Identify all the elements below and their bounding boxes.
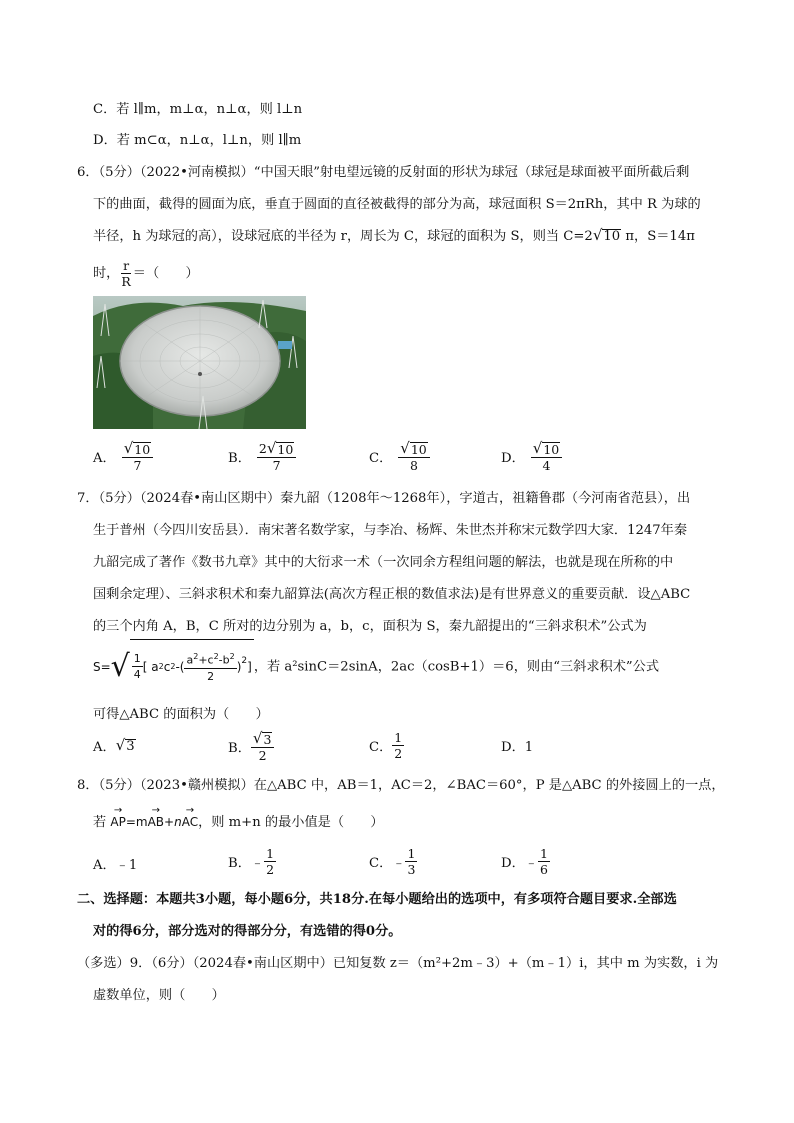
q8-choice-b[interactable] xyxy=(228,846,276,877)
denominator: 7 xyxy=(272,458,281,473)
choice-label: B．﹣ xyxy=(228,856,265,871)
denominator: 8 xyxy=(410,458,418,473)
coefficient: 2 xyxy=(258,441,267,456)
choice-label: D．﹣ xyxy=(501,856,538,871)
q6-line3 xyxy=(93,227,695,247)
choice-label: C． xyxy=(369,740,393,755)
section2-line2: 对的得6分，部分选对的得部分分，有选错的得0分。 xyxy=(93,924,402,939)
q7-line4: 国剩余定理）、三斜求积术和秦九韶算法(高次方程正根的数值求法)是有世界意义的重要贡献．设△ABC xyxy=(93,587,691,602)
q6-line2: 下的曲面，截得的圆面为底，垂直于圆面的直径被截得的部分为高，球冠面积 S＝2πRh，其中 R 为球的 xyxy=(93,197,701,212)
denominator: 2 xyxy=(258,748,267,763)
option-5c: C．若 l∥m，m⊥α，n⊥α，则 l⊥n xyxy=(93,102,303,117)
q6-choices xyxy=(93,440,653,480)
q8-choices xyxy=(93,846,653,886)
radicand: 3 xyxy=(263,732,272,747)
denominator: 3 xyxy=(407,862,416,877)
denominator: 4 xyxy=(542,458,551,473)
denominator: 6 xyxy=(539,862,548,877)
q6-frac-num: r xyxy=(123,258,130,273)
q6-line4-tail: ＝（ ） xyxy=(132,266,199,281)
radicand: 10 xyxy=(543,442,560,457)
q8-line2-tail: ，则 m+n 的最小值是（ ） xyxy=(198,815,384,830)
q8-choice-c[interactable] xyxy=(369,846,417,877)
q6-sqrt: √ 10 xyxy=(592,226,621,244)
choice-fraction: √ 3 2 xyxy=(251,730,275,763)
radicand: 10 xyxy=(410,442,427,457)
numerator: 1 xyxy=(266,846,275,861)
q7-line1: 7．（5分）（2024春•南山区期中）秦九韶（1208年～1268年），字道古，祖籍鲁郡（今河南省范县），出 xyxy=(77,491,691,506)
choice-fraction: √ 10 7 xyxy=(122,440,153,473)
q7-formula-line xyxy=(93,642,659,692)
q6-choice-c[interactable] xyxy=(369,440,430,473)
q7-line3: 九韶完成了著作《数书九章》其中的大衍求一术（一次同余方程组问题的解法，也就是现在所称的中 xyxy=(93,555,674,570)
q6-fraction xyxy=(119,258,132,289)
q7-choice-a[interactable]: A． √ 3 xyxy=(93,736,135,755)
q6-choice-a[interactable] xyxy=(93,440,153,473)
q6-line4 xyxy=(93,258,199,289)
q8-choice-a[interactable]: A．﹣1 xyxy=(93,858,138,873)
choice-label: C． xyxy=(369,451,393,466)
radicand: 10 xyxy=(134,442,151,457)
choice-fraction: √ 10 4 xyxy=(531,440,562,473)
option-5d: D．若 m⊂α，n⊥α，l⊥n，则 l∥m xyxy=(93,133,302,148)
numerator: 1 xyxy=(539,846,548,861)
q8-line2 xyxy=(93,812,384,833)
choice-label: C．﹣ xyxy=(369,856,406,871)
denominator: 7 xyxy=(133,458,142,473)
q6-line3-text: 半径，h 为球冠的高），设球冠底的半径为 r，周长为 C，球冠的面积为 S，则当 C=2 xyxy=(93,229,593,244)
choice-fraction: 2 √ 10 7 xyxy=(257,440,296,473)
choice-label: A． xyxy=(93,451,116,466)
choice-fraction xyxy=(392,730,404,761)
q7-line5: 的三个内角 A，B，C 所对的边分别为 a，b，c，面积为 S，秦九韶提出的“三斜求积术”公式为 xyxy=(93,619,647,634)
q6-frac-den: R xyxy=(121,274,131,289)
choice-label: B． xyxy=(228,741,251,756)
q8-line1: 8．（5分）（2023•赣州模拟）在△ABC 中，AB＝1，AC＝2，∠BAC＝60°，P 是△ABC 的外接圆上的一点， xyxy=(77,778,725,793)
q8-line2-start: 若 xyxy=(93,815,111,830)
denominator: 2 xyxy=(394,746,403,761)
section2-line1: 二、选择题：本题共3小题，每小题6分，共18分.在每小题给出的选项中，有多项符合题目要求.全部选 xyxy=(77,892,677,907)
q7-choice-d[interactable]: D．1 xyxy=(501,740,534,755)
q8-choice-d[interactable] xyxy=(501,846,550,877)
q9-line1: （多选）9．（6分）（2024春•南山区期中）已知复数 z＝（m²+2m﹣3）+（m﹣1）i，其中 m 为实数，i 为 xyxy=(77,956,719,971)
q6-line4-text: 时， xyxy=(93,266,120,281)
q6-line3-tail: π，S＝14π xyxy=(621,229,695,244)
q9-line2: 虚数单位，则（ ） xyxy=(93,988,225,1003)
heron-formula: S= √ $\frac{1}{4}$ [ a 2 c 2 -( $\frac{a^2+c^2-b^2}{2}$ ) $^2$ ] xyxy=(93,642,254,692)
radicand: 10 xyxy=(277,442,294,457)
vector-equation: → AP=m→ AB+n→ AC xyxy=(110,815,198,829)
q7-line7: 可得△ABC 的面积为（ ） xyxy=(93,707,269,722)
choice-label: B． xyxy=(228,451,251,466)
q6-line1: 6．（5分）（2022•河南模拟）“中国天眼”射电望远镜的反射面的形状为球冠（球冠是球面被平面所截后剩 xyxy=(77,165,690,180)
q6-choice-b[interactable] xyxy=(228,440,296,473)
denominator: 2 xyxy=(266,862,275,877)
telescope-photo xyxy=(93,296,306,429)
q6-choice-d[interactable] xyxy=(501,440,562,473)
radicand: 3 xyxy=(126,739,135,754)
numerator: 1 xyxy=(394,730,403,745)
q7-choice-b[interactable] xyxy=(228,730,274,763)
choice-fraction: √ 10 8 xyxy=(398,440,429,473)
q6-radicand: 10 xyxy=(603,229,621,244)
numerator: 1 xyxy=(407,846,416,861)
q7-choice-c[interactable] xyxy=(369,730,404,761)
choice-label: D． xyxy=(501,451,525,466)
q7-line2: 生于普州（今四川安岳县）．南宋著名数学家，与李冶、杨辉、朱世杰并称宋元数学四大家．1247年秦 xyxy=(93,523,688,538)
q7-choices xyxy=(93,730,653,770)
choice-label: A． xyxy=(93,740,116,755)
q7-formula-tail: ，若 a²sinC＝2sinA，2ac（cosB+1）＝6，则由“三斜求积术”公式 xyxy=(253,659,660,675)
